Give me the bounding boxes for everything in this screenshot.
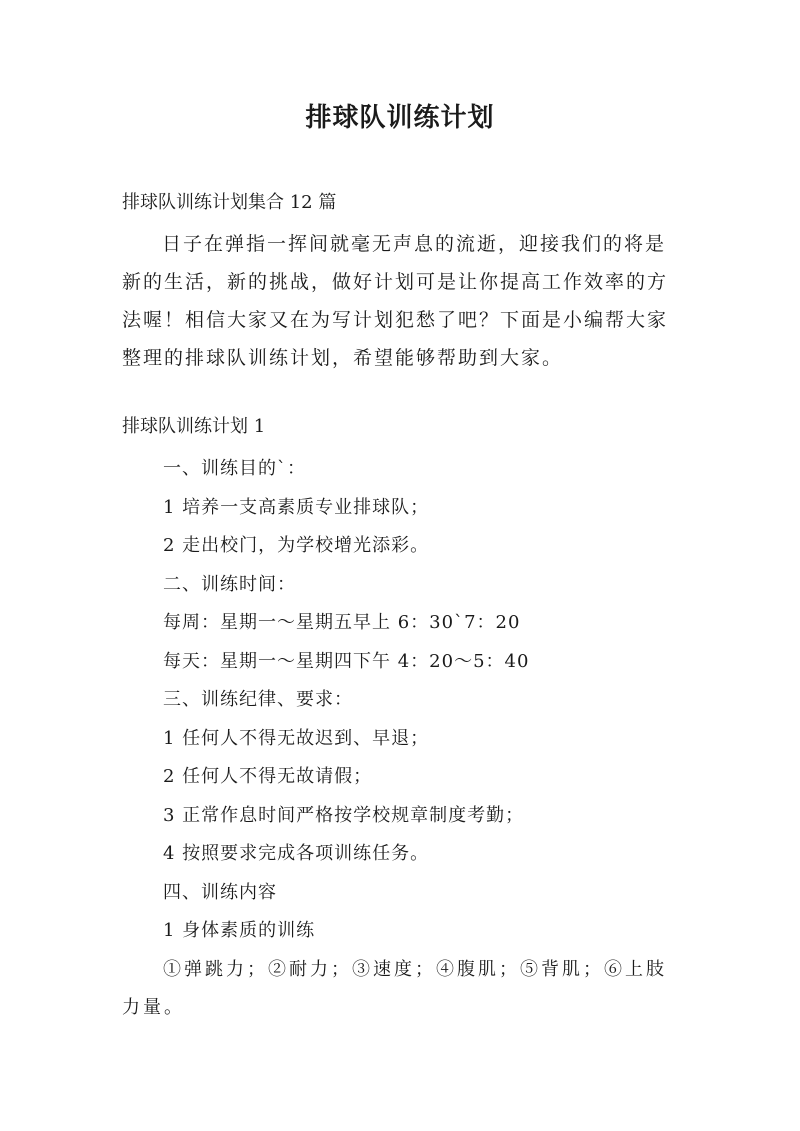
list-item: 2 走出校门，为学校增光添彩。 xyxy=(163,535,430,556)
document-title: 排球队训练计划 xyxy=(305,103,495,133)
list-item: 每天：星期一～星期四下午 4：20～5：40 xyxy=(163,650,530,672)
list-item: 2 任何人不得无故请假； xyxy=(163,766,373,787)
list-item: 3 正常作息时间严格按学校规章制度考勤； xyxy=(163,804,525,826)
intro-paragraph: 日子在弹指一挥间就毫无声息的流逝，迎接我们的将是新的生活，新的挑战，做好计划可是让你提高工作效率的方法喔！相信大家又在为写计划犯愁了吧？下面是小编帮大家整理的排球队训练计划，希望能够帮助到大家。 xyxy=(122,233,669,369)
list-item: 1 任何人不得无故迟到、早退； xyxy=(163,727,430,749)
heading-discipline: 三、训练纪律、要求： xyxy=(163,689,353,710)
document-subtitle: 排球队训练计划集合 12 篇 xyxy=(122,192,337,213)
list-item: 1 身体素质的训练 xyxy=(163,920,316,941)
heading-time: 二、训练时间： xyxy=(163,573,296,595)
section-title: 排球队训练计划 1 xyxy=(122,416,266,437)
list-paragraph: ①弹跳力；②耐力；③速度；④腹肌；⑤背肌；⑥上肢力量。 xyxy=(122,958,667,1018)
heading-purpose: 一、训练目的`： xyxy=(163,458,306,479)
heading-content: 四、训练内容 xyxy=(163,881,277,903)
list-item: 4 按照要求完成各项训练任务。 xyxy=(163,843,430,864)
section-body xyxy=(122,450,682,1028)
list-item: 1 培养一支高素质专业排球队； xyxy=(163,496,430,518)
list-item: 每周：星期一～星期五早上 6：30`7：20 xyxy=(163,612,521,633)
